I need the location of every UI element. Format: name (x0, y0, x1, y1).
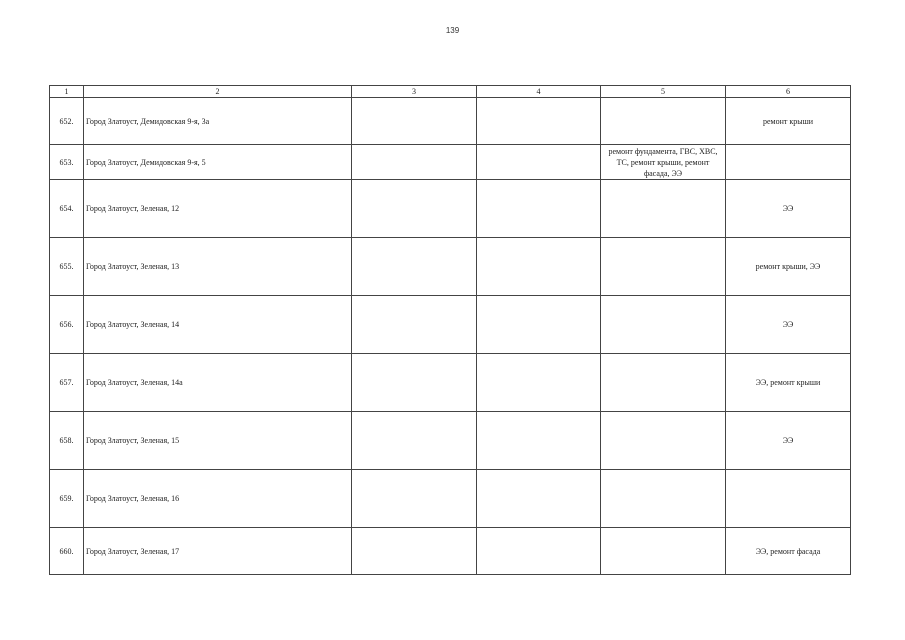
column-4-cell (477, 180, 601, 238)
column-3-cell (352, 528, 477, 575)
address-cell: Город Златоуст, Зеленая, 15 (84, 412, 352, 470)
column-4-cell (477, 412, 601, 470)
column-3-cell (352, 145, 477, 180)
column-4-cell (477, 145, 601, 180)
row-number: 652. (50, 98, 84, 145)
row-number: 656. (50, 296, 84, 354)
column-3-cell (352, 180, 477, 238)
column-3-cell (352, 98, 477, 145)
address-cell: Город Златоуст, Демидовская 9-я, 5 (84, 145, 352, 180)
column-5-cell (601, 354, 726, 412)
address-cell: Город Златоуст, Демидовская 9-я, 3а (84, 98, 352, 145)
column-5-cell (601, 296, 726, 354)
column-5-cell: ремонт фундамента, ГВС, ХВС, ТС, ремонт крыши, ремонт фасада, ЭЭ (601, 145, 726, 180)
table-row (50, 296, 851, 354)
row-number: 660. (50, 528, 84, 575)
column-4-cell (477, 528, 601, 575)
address-cell: Город Златоуст, Зеленая, 12 (84, 180, 352, 238)
column-3-cell (352, 470, 477, 528)
column-header: 3 (352, 86, 477, 98)
works-cell: ремонт крыши (726, 98, 851, 145)
address-cell: Город Златоуст, Зеленая, 16 (84, 470, 352, 528)
works-cell: ЭЭ (726, 412, 851, 470)
table-row (50, 238, 851, 296)
row-number: 657. (50, 354, 84, 412)
column-5-cell (601, 238, 726, 296)
works-cell: ЭЭ, ремонт крыши (726, 354, 851, 412)
row-number: 658. (50, 412, 84, 470)
address-cell: Город Златоуст, Зеленая, 14 (84, 296, 352, 354)
column-5-cell (601, 470, 726, 528)
page-number: 139 (445, 26, 460, 35)
column-5-cell (601, 412, 726, 470)
column-4-cell (477, 470, 601, 528)
works-cell: ЭЭ (726, 296, 851, 354)
table-row (50, 180, 851, 238)
column-5-cell (601, 528, 726, 575)
column-header: 2 (84, 86, 352, 98)
column-3-cell (352, 238, 477, 296)
table-row (50, 412, 851, 470)
column-header: 1 (50, 86, 84, 98)
column-5-cell (601, 180, 726, 238)
column-3-cell (352, 354, 477, 412)
column-4-cell (477, 354, 601, 412)
column-header: 5 (601, 86, 726, 98)
address-cell: Город Златоуст, Зеленая, 17 (84, 528, 352, 575)
row-number: 654. (50, 180, 84, 238)
row-number: 653. (50, 145, 84, 180)
table-header-row (50, 86, 851, 98)
table-row (50, 354, 851, 412)
works-cell: ЭЭ (726, 180, 851, 238)
works-cell (726, 145, 851, 180)
table-row (50, 98, 851, 145)
column-4-cell (477, 238, 601, 296)
table-row (50, 470, 851, 528)
column-4-cell (477, 98, 601, 145)
column-header: 4 (477, 86, 601, 98)
column-header: 6 (726, 86, 851, 98)
works-table (49, 85, 851, 575)
column-3-cell (352, 296, 477, 354)
works-cell (726, 470, 851, 528)
address-cell: Город Златоуст, Зеленая, 13 (84, 238, 352, 296)
column-3-cell (352, 412, 477, 470)
column-4-cell (477, 296, 601, 354)
row-number: 659. (50, 470, 84, 528)
column-5-cell (601, 98, 726, 145)
table-row (50, 528, 851, 575)
works-cell: ремонт крыши, ЭЭ (726, 238, 851, 296)
row-number: 655. (50, 238, 84, 296)
address-cell: Город Златоуст, Зеленая, 14а (84, 354, 352, 412)
table-row (50, 145, 851, 180)
works-cell: ЭЭ, ремонт фасада (726, 528, 851, 575)
